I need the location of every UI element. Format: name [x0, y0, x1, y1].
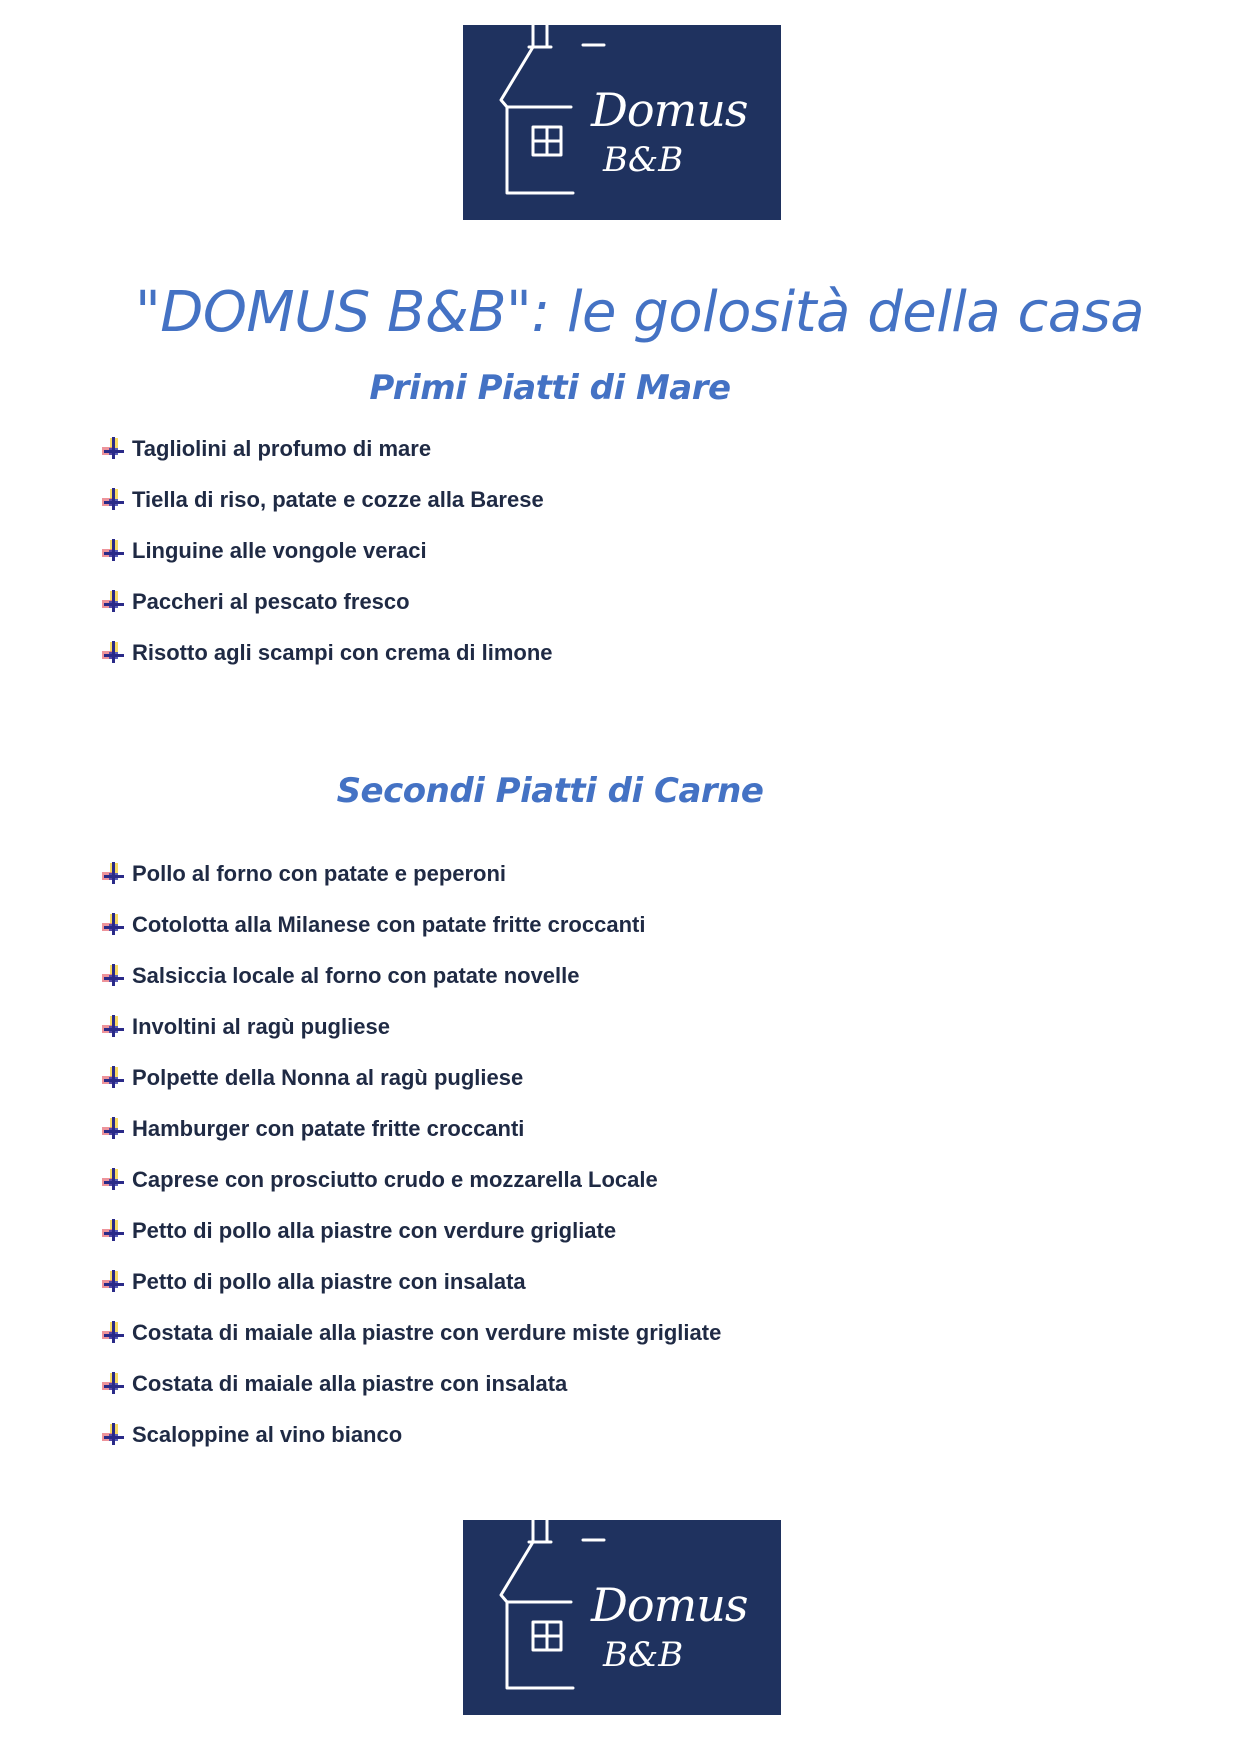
logo-wordmark: Domus: [591, 1578, 748, 1632]
bullet-icon: [100, 487, 128, 513]
page-title: "DOMUS B&B": le golosità della casa: [134, 279, 1145, 345]
list-item: Tiella di riso, patate e cozze alla Barese: [100, 474, 553, 525]
logo-wordmark: Domus: [591, 83, 748, 137]
bullet-icon: [100, 1167, 128, 1193]
bullet-icon: [100, 963, 128, 989]
list-item: Tagliolini al profumo di mare: [100, 423, 553, 474]
bullet-icon: [100, 861, 128, 887]
list-item: Caprese con prosciutto crudo e mozzarella Locale: [100, 1154, 721, 1205]
section-heading-primi: Primi Piatti di Mare: [369, 368, 731, 409]
logo-bottom: [463, 1520, 781, 1715]
menu-list-primi: [100, 423, 553, 678]
menu-list-secondi: [100, 848, 721, 1460]
bullet-icon: [100, 538, 128, 564]
logo-subtitle: B&B: [603, 1635, 684, 1675]
list-item: Petto di pollo alla piastre con verdure grigliate: [100, 1205, 721, 1256]
bullet-icon: [100, 589, 128, 615]
list-item: Scaloppine al vino bianco: [100, 1409, 721, 1460]
section-heading-secondi: Secondi Piatti di Carne: [336, 771, 764, 812]
list-item: Costata di maiale alla piastre con verdure miste grigliate: [100, 1307, 721, 1358]
logo-subtitle: B&B: [603, 140, 684, 180]
bullet-icon: [100, 1320, 128, 1346]
list-item: Risotto agli scampi con crema di limone: [100, 627, 553, 678]
logo-top: [463, 25, 781, 220]
list-item: Involtini al ragù pugliese: [100, 1001, 721, 1052]
bullet-icon: [100, 1065, 128, 1091]
bullet-icon: [100, 640, 128, 666]
list-item: Linguine alle vongole veraci: [100, 525, 553, 576]
bullet-icon: [100, 912, 128, 938]
list-item: Cotolotta alla Milanese con patate fritte croccanti: [100, 899, 721, 950]
bullet-icon: [100, 1371, 128, 1397]
list-item: Pollo al forno con patate e peperoni: [100, 848, 721, 899]
bullet-icon: [100, 1269, 128, 1295]
bullet-icon: [100, 1116, 128, 1142]
list-item: Petto di pollo alla piastre con insalata: [100, 1256, 721, 1307]
bullet-icon: [100, 1422, 128, 1448]
list-item: Salsiccia locale al forno con patate novelle: [100, 950, 721, 1001]
bullet-icon: [100, 1218, 128, 1244]
list-item: Hamburger con patate fritte croccanti: [100, 1103, 721, 1154]
bullet-icon: [100, 436, 128, 462]
list-item: Paccheri al pescato fresco: [100, 576, 553, 627]
list-item: Costata di maiale alla piastre con insalata: [100, 1358, 721, 1409]
bullet-icon: [100, 1014, 128, 1040]
list-item: Polpette della Nonna al ragù pugliese: [100, 1052, 721, 1103]
